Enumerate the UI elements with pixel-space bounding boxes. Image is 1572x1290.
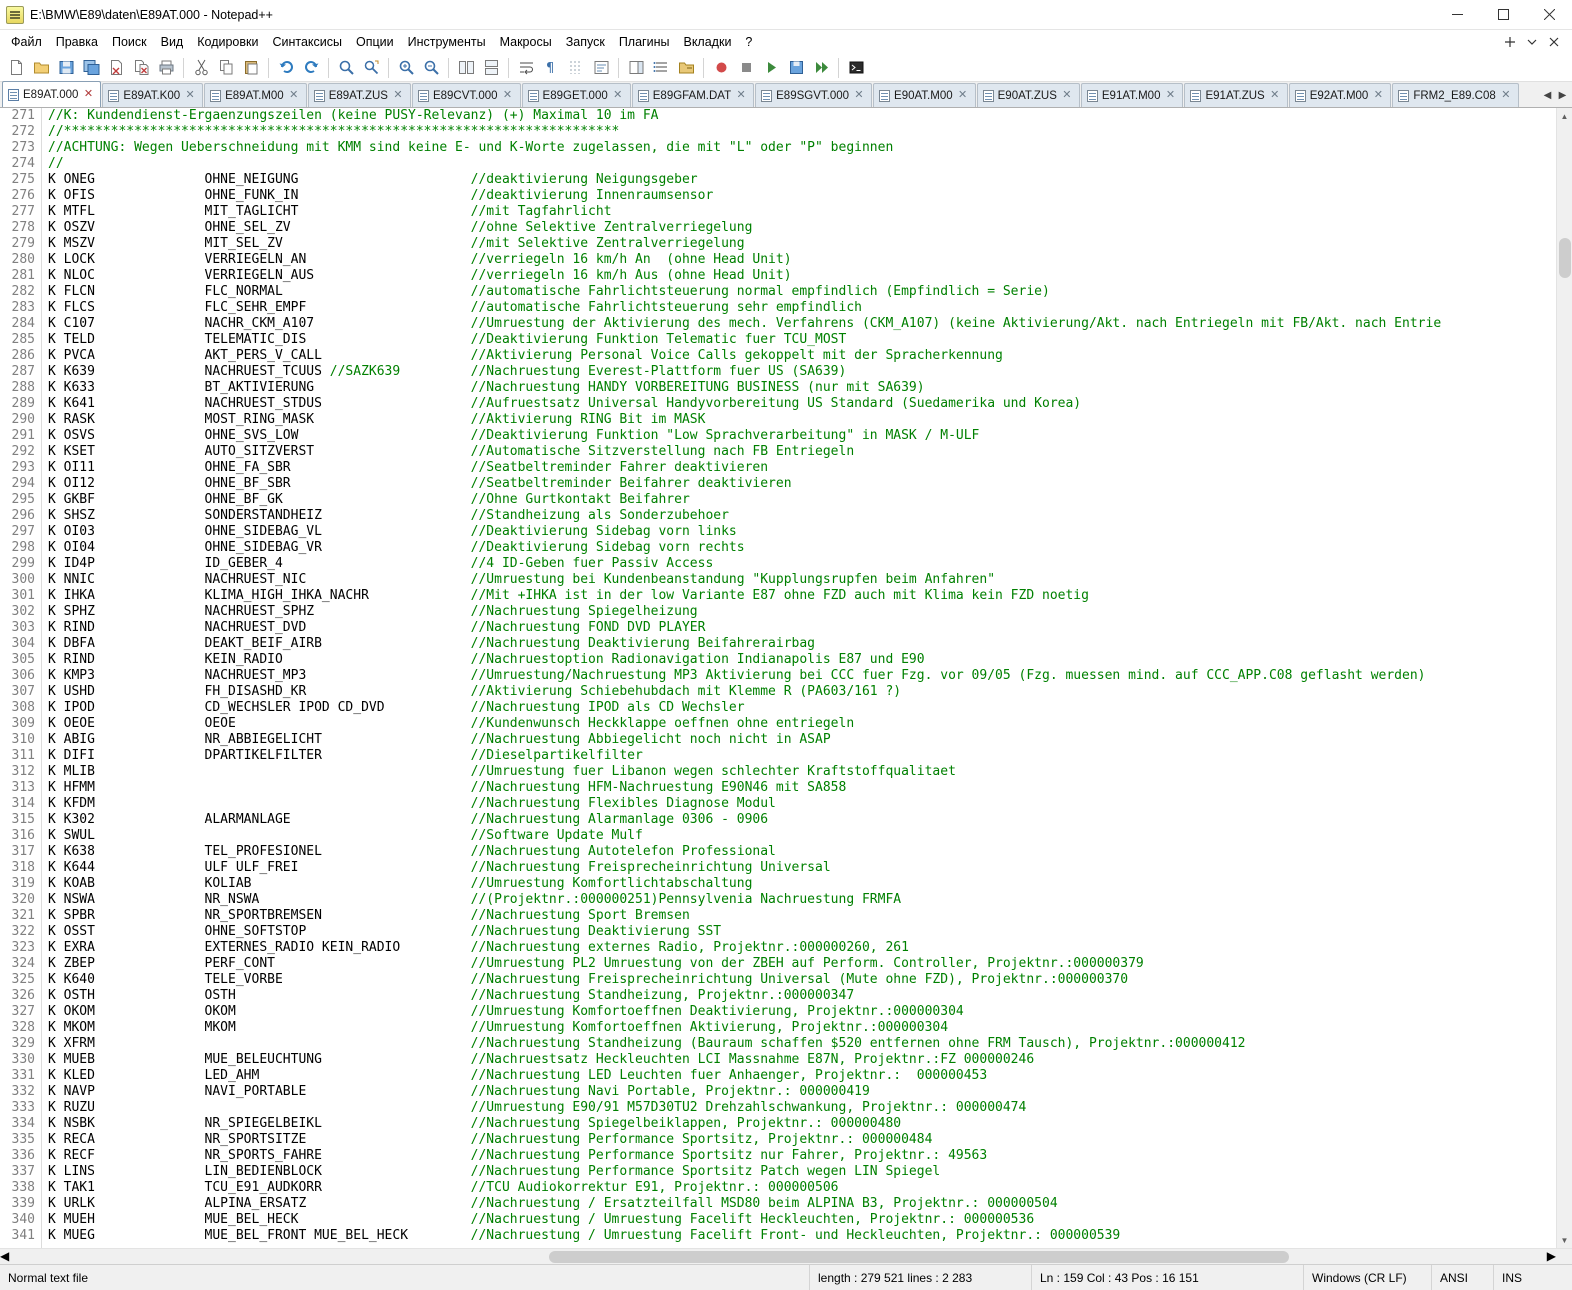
document-icon [528, 90, 539, 102]
tab-close-icon[interactable]: ✕ [83, 88, 94, 100]
horizontal-scrollbar[interactable] [9, 1249, 1547, 1264]
menu-item-help[interactable]: ? [745, 35, 753, 49]
tab-e89at-000[interactable] [2, 81, 101, 107]
code-line[interactable]: K K640 TELE_VORBE //Nachruestung Freisprecheinrichtung Universal (Mute ohne FZD), Projektnr.:000000370 [48, 972, 1129, 987]
user-language-icon[interactable] [589, 56, 613, 80]
tab-close-icon[interactable]: ✕ [502, 89, 513, 101]
code-line[interactable]: K TAK1 TCU_E91_AUDKORR //TCU Audiokorrektur E91, Projektnr.: 000000506 [48, 1180, 839, 1195]
line-number: 307 [11, 684, 35, 699]
line-number: 310 [11, 732, 35, 747]
line-number: 309 [11, 716, 35, 731]
tab-label: FRM2_E89.C08 [1413, 89, 1496, 102]
toolbar-separator [448, 58, 449, 78]
line-number: 289 [11, 396, 35, 411]
code-line[interactable]: K MUEB MUE_BELEUCHTUNG //Nachruestsatz Heckleuchten LCI Massnahme E87N, Projektnr.:FZ 000000246 [48, 1052, 1035, 1067]
tab-label: E89AT.K00 [123, 89, 181, 102]
vertical-scroll-thumb[interactable] [1559, 238, 1571, 278]
line-number: 338 [11, 1180, 35, 1195]
document-icon [314, 90, 325, 102]
line-number: 340 [11, 1212, 35, 1227]
zoom-out-icon[interactable] [419, 56, 443, 80]
line-number: 318 [11, 860, 35, 875]
line-number: 271 [11, 108, 35, 123]
line-number: 331 [11, 1068, 35, 1083]
line-number: 280 [11, 252, 35, 267]
code-line[interactable]: K MTFL MIT_TAGLICHT //mit Tagfahrlicht [48, 204, 612, 219]
line-number: 332 [11, 1084, 35, 1099]
paste-icon[interactable] [239, 56, 263, 80]
code-line[interactable]: //ACHTUNG: Wegen Ueberschneidung mit KMM sind keine E- und K-Worte zugelassen, die mit "L" oder "P" beginnen [48, 140, 894, 155]
line-number: 308 [11, 700, 35, 715]
tab-strip [2, 81, 1540, 107]
line-number: 300 [11, 572, 35, 587]
redo-icon[interactable] [299, 56, 323, 80]
horizontal-scrollbar-row [0, 1248, 1572, 1264]
line-number: 328 [11, 1020, 35, 1035]
code-line[interactable]: K OKOM OKOM //Umruestung Komfortoeffnen Deaktivierung, Projektnr.:000000304 [48, 1004, 964, 1019]
line-number: 302 [11, 604, 35, 619]
line-number: 313 [11, 780, 35, 795]
line-number: 321 [11, 908, 35, 923]
tab-label: E89AT.000 [23, 88, 79, 101]
tab-close-icon[interactable]: ✕ [289, 89, 299, 101]
line-number: 339 [11, 1196, 35, 1211]
line-number: 281 [11, 268, 35, 283]
line-number: 273 [11, 140, 35, 155]
word-wrap-icon[interactable] [514, 56, 538, 80]
code-line[interactable]: K SWUL //Software Update Mulf [48, 828, 643, 843]
line-number-gutter [0, 108, 42, 1248]
tab-label: E89GET.000 [542, 89, 608, 102]
tab-close-icon[interactable]: ✕ [736, 89, 746, 101]
line-number: 329 [11, 1036, 35, 1051]
line-number: 292 [11, 444, 35, 459]
menu-bar [0, 30, 1572, 54]
tab-e91at-m00[interactable] [1081, 83, 1184, 107]
vertical-scrollbar[interactable] [1556, 108, 1572, 1248]
code-line[interactable]: K OEOE OEOE //Kundenwunsch Heckklappe oeffnen ohne entriegeln [48, 716, 855, 731]
line-number: 334 [11, 1116, 35, 1131]
document-icon [1190, 90, 1201, 102]
toolbar-separator [328, 58, 329, 78]
code-line[interactable]: K DBFA DEAKT_BEIF_AIRB //Nachruestung Deaktivierung Beifahrerairbag [48, 636, 816, 651]
code-line[interactable]: K LINS LIN_BEDIENBLOCK //Nachruestung Performance Sportsitz Patch wegen LIN Spiegel [48, 1164, 941, 1179]
editor-area [0, 108, 1572, 1248]
save-icon[interactable] [54, 56, 78, 80]
tab-e90at-m00[interactable] [873, 83, 976, 107]
code-line[interactable]: K RECA NR_SPORTSITZE //Nachruestung Performance Sportsitz, Projektnr.: 000000484 [48, 1132, 933, 1147]
line-number: 336 [11, 1148, 35, 1163]
undo-icon[interactable] [274, 56, 298, 80]
code-line[interactable]: K IHKA KLIMA_HIGH_IHKA_NACHR //Mit +IHKA ist in der low Variante E87 ohne FZD auch mit Klima kein FZD noetig [48, 588, 1089, 603]
toolbar-separator [183, 58, 184, 78]
line-number: 283 [11, 300, 35, 315]
tab-frm2-e89-c08[interactable] [1392, 83, 1518, 107]
show-doc-map-icon[interactable] [624, 56, 648, 80]
code-line[interactable]: K OFIS OHNE_FUNK_IN //deaktivierung Innenraumsensor [48, 188, 714, 203]
sync-vertical-icon[interactable] [454, 56, 478, 80]
menu-item-plugins[interactable]: Плагины [618, 35, 670, 49]
line-number: 297 [11, 524, 35, 539]
toolbar-separator [388, 58, 389, 78]
horizontal-scroll-thumb[interactable] [549, 1251, 1289, 1263]
macro-play-icon[interactable] [759, 56, 783, 80]
window-controls [1434, 0, 1572, 30]
line-number: 305 [11, 652, 35, 667]
tab-label: E91AT.M00 [1101, 89, 1161, 102]
tab-close-icon[interactable]: ✕ [958, 89, 968, 101]
menu-item-file[interactable]: Файл [11, 35, 42, 49]
line-number: 299 [11, 556, 35, 571]
show-all-chars-icon[interactable] [539, 56, 563, 80]
macro-stop-icon[interactable] [734, 56, 758, 80]
tab-label: E91AT.ZUS [1205, 89, 1265, 102]
line-number: 301 [11, 588, 35, 603]
line-number: 295 [11, 492, 35, 507]
tab-label: E89CVT.000 [432, 89, 498, 102]
line-number: 282 [11, 284, 35, 299]
document-icon [1087, 90, 1098, 102]
close-icon[interactable] [1544, 32, 1564, 52]
plus-icon[interactable] [1500, 32, 1520, 52]
status-eol: Windows (CR LF) [1304, 1265, 1432, 1290]
menu-item-run[interactable]: Запуск [565, 35, 605, 49]
code-line[interactable]: K USHD FH_DISASHD_KR //Aktivierung Schiebehubdach mit Klemme R (PA603/161 ?) [48, 684, 902, 699]
code-line[interactable]: K MKOM MKOM //Umruestung Komfortoeffnen Aktivierung, Projektnr.:000000304 [48, 1020, 949, 1035]
scroll-right-icon[interactable]: ▶ [1546, 1249, 1556, 1263]
document-icon [8, 89, 19, 101]
code-line[interactable]: K K638 TEL_PROFESIONEL //Nachruestung Autotelefon Professional [48, 844, 776, 859]
document-icon [761, 90, 772, 102]
code-line[interactable]: K SHSZ SONDERSTANDHEIZ //Standheizung als Sonderzubehoer [48, 508, 729, 523]
line-number: 293 [11, 460, 35, 475]
text-editor[interactable] [0, 108, 1556, 1248]
macro-record-icon[interactable] [709, 56, 733, 80]
code-line[interactable]: K ZBEP PERF_CONT //Umruestung PL2 Umruestung von der ZBEH auf Perform. Controller, Projektnr.:000000379 [48, 956, 1144, 971]
save-all-icon[interactable] [79, 56, 103, 80]
code-line[interactable]: K NSWA NR_NSWA //(Projektnr.:000000251)Pennsylvenia Nachruestung FRMFA [48, 892, 902, 907]
tab-label: E90AT.M00 [894, 89, 953, 102]
tab-label: E89GFAM.DAT [652, 89, 732, 102]
code-line[interactable]: K NAVP NAVI_PORTABLE //Nachruestung Navi Portable, Projektnr.: 000000419 [48, 1084, 870, 1099]
code-line[interactable]: K RIND KEIN_RADIO //Nachruestoption Radionavigation Indianapolis E87 und E90 [48, 652, 925, 667]
chevron-down-icon[interactable] [1522, 32, 1542, 52]
line-number: 315 [11, 812, 35, 827]
menu-item-edit[interactable]: Правка [55, 35, 98, 49]
tab-bar [0, 82, 1572, 108]
status-position: Ln : 159 Col : 43 Pos : 16 151 [1032, 1265, 1304, 1290]
code-line[interactable]: K LOCK VERRIEGELN_AN //verriegeln 16 km/h An (ohne Head Unit) [48, 252, 792, 267]
code-content[interactable] [42, 108, 1556, 1248]
folder-workspace-icon[interactable] [674, 56, 698, 80]
tab-close-icon[interactable]: ✕ [613, 89, 623, 101]
tab-scroll-controls [1540, 83, 1572, 107]
code-line[interactable]: K K641 NACHRUEST_STDUS //Aufruestsatz Universal Handyvorbereitung US Standard (Suedamerika und Korea) [48, 396, 1082, 411]
code-line[interactable]: K PVCA AKT_PERS_V_CALL //Aktivierung Personal Voice Calls gekoppelt mit der Spracherkennung [48, 348, 1003, 363]
code-line[interactable]: K FLCS FLC_SEHR_EMPF //automatische Fahrlichtsteuerung sehr empfindlich [48, 300, 862, 315]
new-file-icon[interactable] [4, 56, 28, 80]
code-line[interactable]: K KFDM //Nachruestung Flexibles Diagnose Modul [48, 796, 776, 811]
cut-icon[interactable] [189, 56, 213, 80]
code-line[interactable]: K DIFI DPARTIKELFILTER //Dieselpartikelfilter [48, 748, 643, 763]
tab-label: E89AT.ZUS [328, 89, 388, 102]
macro-save-icon[interactable] [784, 56, 808, 80]
menu-item-view[interactable]: Вид [160, 35, 184, 49]
code-line[interactable]: K KOAB KOLIAB //Umruestung Komfortlichtabschaltung [48, 876, 753, 891]
code-line[interactable]: K SPHZ NACHRUEST_SPHZ //Nachruestung Spiegelheizung [48, 604, 698, 619]
status-file-type: Normal text file [0, 1265, 810, 1290]
code-line[interactable]: //K: Kundendienst-Ergaenzungszeilen (keine PUSY-Relevanz) (+) Maximal 10 im FA [48, 108, 659, 123]
code-line[interactable]: K MUEH MUE_BEL_HECK //Nachruestung / Umruestung Facelift Heckleuchten, Projektnr.: 000000536 [48, 1212, 1035, 1227]
code-line[interactable]: K TELD TELEMATIC_DIS //Deaktivierung Funktion Telematic fuer TCU_MOST [48, 332, 847, 347]
code-line[interactable]: K NLOC VERRIEGELN_AUS //verriegeln 16 km/h Aus (ohne Head Unit) [48, 268, 792, 283]
line-number: 330 [11, 1052, 35, 1067]
code-line[interactable]: K XFRM //Nachruestung Standheizung (Bauraum schaffen $520 entfernen ohne FRM Tausch), Projektnr.:000000412 [48, 1036, 1246, 1051]
line-number: 325 [11, 972, 35, 987]
line-number: 287 [11, 364, 35, 379]
document-icon [418, 90, 429, 102]
code-line[interactable]: K K633 BT_AKTIVIERUNG //Nachruestung HANDY VORBEREITUNG BUSINESS (nur mit SA639) [48, 380, 925, 395]
window-title: E:\BMW\E89\daten\E89AT.000 - Notepad++ [30, 7, 273, 22]
line-number: 286 [11, 348, 35, 363]
menu-item-search[interactable]: Поиск [111, 35, 147, 49]
code-line[interactable]: K RIND NACHRUEST_DVD //Nachruestung FOND DVD PLAYER [48, 620, 706, 635]
code-line[interactable]: K K644 ULF ULF_FREI //Nachruestung Freisprecheinrichtung Universal [48, 860, 831, 875]
line-number: 322 [11, 924, 35, 939]
tab-e90at-zus[interactable] [977, 83, 1080, 107]
code-line[interactable]: // [48, 156, 64, 171]
tab-label: E89AT.M00 [225, 89, 284, 102]
open-file-icon[interactable] [29, 56, 53, 80]
tab-e91at-zus[interactable] [1184, 83, 1287, 107]
line-number: 333 [11, 1100, 35, 1115]
code-line[interactable]: //*********************************************************************** [48, 124, 620, 139]
close-file-icon[interactable] [104, 56, 128, 80]
code-line[interactable]: K OI11 OHNE_FA_SBR //Seatbeltreminder Fahrer deaktivieren [48, 460, 769, 475]
menu-item-tools[interactable]: Инструменты [407, 35, 486, 49]
menu-item-window[interactable]: Вкладки [683, 35, 732, 49]
sync-horizontal-icon[interactable] [479, 56, 503, 80]
tab-e89gfam-dat[interactable] [632, 83, 754, 107]
tab-label: E90AT.ZUS [997, 89, 1057, 102]
code-line[interactable]: K OSST OHNE_SOFTSTOP //Nachruestung Deaktivierung SST [48, 924, 722, 939]
toolbar [0, 54, 1572, 82]
code-line[interactable]: K URLK ALPINA_ERSATZ //Nachruestung / Ersatzteilfall MSD80 beim ALPINA B3, Projektnr.: 000000504 [48, 1196, 1058, 1211]
tab-scroll-left-icon[interactable]: ◀ [1543, 89, 1552, 101]
tab-close-icon[interactable]: ✕ [1373, 89, 1383, 101]
print-icon[interactable] [154, 56, 178, 80]
svg-text:¶: ¶ [545, 61, 554, 76]
line-number: 327 [11, 1004, 35, 1019]
line-number: 316 [11, 828, 35, 843]
tab-e89at-zus[interactable] [308, 83, 411, 107]
maximize-button[interactable] [1480, 0, 1526, 30]
tab-close-icon[interactable]: ✕ [393, 89, 403, 101]
menu-item-macro[interactable]: Макросы [499, 35, 552, 49]
code-line[interactable]: K EXRA EXTERNES_RADIO KEIN_RADIO //Nachruestung externes Radio, Projektnr.:000000260, 261 [48, 940, 909, 955]
line-number: 275 [11, 172, 35, 187]
tab-close-icon[interactable]: ✕ [1501, 89, 1511, 101]
menu-item-language[interactable]: Синтаксисы [272, 35, 342, 49]
document-icon [210, 90, 221, 102]
find-icon[interactable] [334, 56, 358, 80]
scroll-left-icon[interactable]: ◀ [0, 1249, 10, 1263]
code-line[interactable]: K OSTH OSTH //Nachruestung Standheizung, Projektnr.:000000347 [48, 988, 855, 1003]
status-length-lines: length : 279 521 lines : 2 283 [810, 1265, 1032, 1290]
code-line[interactable]: K ONEG OHNE_NEIGUNG //deaktivierung Neigungsgeber [48, 172, 698, 187]
line-number: 341 [11, 1228, 35, 1243]
line-number: 320 [11, 892, 35, 907]
tab-e92at-m00[interactable] [1289, 83, 1392, 107]
line-number: 296 [11, 508, 35, 523]
code-line[interactable]: K OI04 OHNE_SIDEBAG_VR //Deaktivierung Sidebag vorn rechts [48, 540, 745, 555]
line-number: 276 [11, 188, 35, 203]
replace-icon[interactable] [359, 56, 383, 80]
tab-label: E92AT.M00 [1309, 89, 1369, 102]
tab-e89at-k00[interactable] [102, 83, 203, 107]
zoom-in-icon[interactable] [394, 56, 418, 80]
line-number: 324 [11, 956, 35, 971]
title-bar [0, 0, 1572, 30]
run-icon[interactable] [844, 56, 868, 80]
code-line[interactable]: K RASK MOST_RING_MASK //Aktivierung RING Bit im MASK [48, 412, 706, 427]
scroll-up-icon[interactable]: ▲ [1560, 111, 1569, 121]
code-line[interactable]: K NSBK NR_SPIEGELBEIKL //Nachruestung Spiegelbeiklappen, Projektnr.: 000000480 [48, 1116, 902, 1131]
status-bar [0, 1264, 1572, 1290]
code-line[interactable]: K FLCN FLC_NORMAL //automatische Fahrlichtsteuerung normal empfindlich (Empfindlich = Serie) [48, 284, 1050, 299]
tab-label: E89SGVT.000 [776, 89, 850, 102]
tab-close-icon[interactable]: ✕ [1270, 89, 1280, 101]
tab-e89cvt-000[interactable] [412, 83, 521, 107]
line-number: 312 [11, 764, 35, 779]
tab-close-icon[interactable]: ✕ [1062, 89, 1072, 101]
code-line[interactable]: K OI03 OHNE_SIDEBAG_VL //Deaktivierung Sidebag vorn links [48, 524, 737, 539]
close-button[interactable] [1526, 0, 1572, 30]
document-icon [1295, 90, 1306, 102]
line-number: 306 [11, 668, 35, 683]
code-line[interactable]: K HFMM //Nachruestung HFM-Nachruestung E90N46 mit SA858 [48, 780, 847, 795]
code-line[interactable]: K SPBR NR_SPORTBREMSEN //Nachruestung Sport Bremsen [48, 908, 690, 923]
code-line[interactable]: K KSET AUTO_SITZVERST //Automatische Sitzverstellung nach FB Entriegeln [48, 444, 855, 459]
line-number: 303 [11, 620, 35, 635]
tab-scroll-right-icon[interactable]: ▶ [1558, 89, 1567, 101]
code-line[interactable]: K ID4P ID_GEBER_4 //4 ID-Geben fuer Passiv Access [48, 556, 714, 571]
document-icon [983, 90, 994, 102]
line-number: 290 [11, 412, 35, 427]
toolbar-separator [838, 58, 839, 78]
line-number: 314 [11, 796, 35, 811]
code-line[interactable]: K ABIG NR_ABBIEGELICHT //Nachruestung Abbiegelicht noch nicht in ASAP [48, 732, 831, 747]
line-number: 279 [11, 236, 35, 251]
line-number: 335 [11, 1132, 35, 1147]
document-icon [879, 90, 890, 102]
tab-close-icon[interactable]: ✕ [854, 89, 864, 101]
copy-icon[interactable] [214, 56, 238, 80]
indent-guide-icon[interactable] [564, 56, 588, 80]
code-line[interactable]: K OSVS OHNE_SVS_LOW //Deaktivierung Funktion "Low Sprachverarbeitung" in MASK / M-ULF [48, 428, 980, 443]
toolbar-separator [703, 58, 704, 78]
line-number: 288 [11, 380, 35, 395]
line-number: 285 [11, 332, 35, 347]
document-icon [638, 90, 649, 102]
code-line[interactable]: K K639 NACHRUEST_TCUUS //SAZK639 //Nachruestung Everest-Plattform fuer US (SA639) [48, 364, 847, 379]
code-line[interactable]: K MSZV MIT_SEL_ZV //mit Selektive Zentralverriegelung [48, 236, 745, 251]
toolbar-separator [508, 58, 509, 78]
line-number: 317 [11, 844, 35, 859]
code-line[interactable]: K MUEG MUE_BEL_FRONT MUE_BEL_HECK //Nachruestung / Umruestung Facelift Front- und Heckleuchten, Projektnr.: 000000539 [48, 1228, 1121, 1243]
line-number: 337 [11, 1164, 35, 1179]
code-line[interactable]: K NNIC NACHRUEST_NIC //Umruestung bei Kundenbeanstandung "Kupplungsrupfen beim Anfahren" [48, 572, 996, 587]
menu-item-settings[interactable]: Опции [356, 35, 394, 49]
line-number: 326 [11, 988, 35, 1003]
line-number: 274 [11, 156, 35, 171]
code-line[interactable]: K OSZV OHNE_SEL_ZV //ohne Selektive Zentralverriegelung [48, 220, 753, 235]
code-line[interactable]: K GKBF OHNE_BF_GK //Ohne Gurtkontakt Beifahrer [48, 492, 690, 507]
code-line[interactable]: K RUZU //Umruestung E90/91 M57D30TU2 Drehzahlschwankung, Projektnr.: 000000474 [48, 1100, 1027, 1115]
code-line[interactable]: K K302 ALARMANLAGE //Nachruestung Alarmanlage 0306 - 0906 [48, 812, 769, 827]
code-line[interactable]: K C107 NACHR_CKM_A107 //Umruestung der Aktivierung des mech. Verfahrens (CKM_A107) (keine Aktivierung/Akt. nach Entriegeln mit FB/Akt. nach Entrie [48, 316, 1442, 331]
document-icon [108, 90, 119, 102]
scroll-down-icon[interactable]: ▼ [1560, 1235, 1569, 1245]
status-insert-mode: INS [1502, 1270, 1523, 1285]
code-line[interactable]: K MLIB //Umruestung fuer Libanon wegen schlechter Kraftstoffqualitaet [48, 764, 956, 779]
line-number: 294 [11, 476, 35, 491]
tab-e89get-000[interactable] [522, 83, 631, 107]
macro-run-multiple-icon[interactable] [809, 56, 833, 80]
tab-e89sgvt-000[interactable] [755, 83, 872, 107]
line-number: 319 [11, 876, 35, 891]
minimize-button[interactable] [1434, 0, 1480, 30]
code-line[interactable]: K KLED LED_AHM //Nachruestung LED Leuchten fuer Anhaenger, Projektnr.: 000000453 [48, 1068, 988, 1083]
line-number: 323 [11, 940, 35, 955]
menu-bar-right-controls [1500, 32, 1572, 52]
line-number: 311 [11, 748, 35, 763]
line-number: 272 [11, 124, 35, 139]
line-number: 277 [11, 204, 35, 219]
line-number: 284 [11, 316, 35, 331]
tab-close-icon[interactable]: ✕ [1165, 89, 1176, 101]
notepadpp-icon [6, 6, 24, 24]
menu-item-encoding[interactable]: Кодировки [197, 35, 259, 49]
toolbar-separator [618, 58, 619, 78]
line-number: 304 [11, 636, 35, 651]
tab-e89at-m00[interactable] [204, 83, 307, 107]
document-icon [1398, 90, 1409, 102]
function-list-icon[interactable] [649, 56, 673, 80]
code-line[interactable]: K KMP3 NACHRUEST_MP3 //Umruestung/Nachruestung MP3 Aktivierung bei CCC fuer Fzg. vor 09/05 (Fzg. muessen mind. auf CCC_APP.C08 geflasht werden) [48, 668, 1426, 683]
close-all-icon[interactable] [129, 56, 153, 80]
line-number: 278 [11, 220, 35, 235]
code-line[interactable]: K RECF NR_SPORTS_FAHRE //Nachruestung Performance Sportsitz nur Fahrer, Projektnr.: 49563 [48, 1148, 988, 1163]
code-line[interactable]: K IPOD CD_WECHSLER IPOD CD_DVD //Nachruestung IPOD als CD Wechsler [48, 700, 745, 715]
line-number: 291 [11, 428, 35, 443]
line-number: 298 [11, 540, 35, 555]
code-line[interactable]: K OI12 OHNE_BF_SBR //Seatbeltreminder Beifahrer deaktivieren [48, 476, 792, 491]
toolbar-separator [268, 58, 269, 78]
status-encoding: ANSI [1432, 1265, 1494, 1290]
tab-close-icon[interactable]: ✕ [185, 89, 195, 101]
